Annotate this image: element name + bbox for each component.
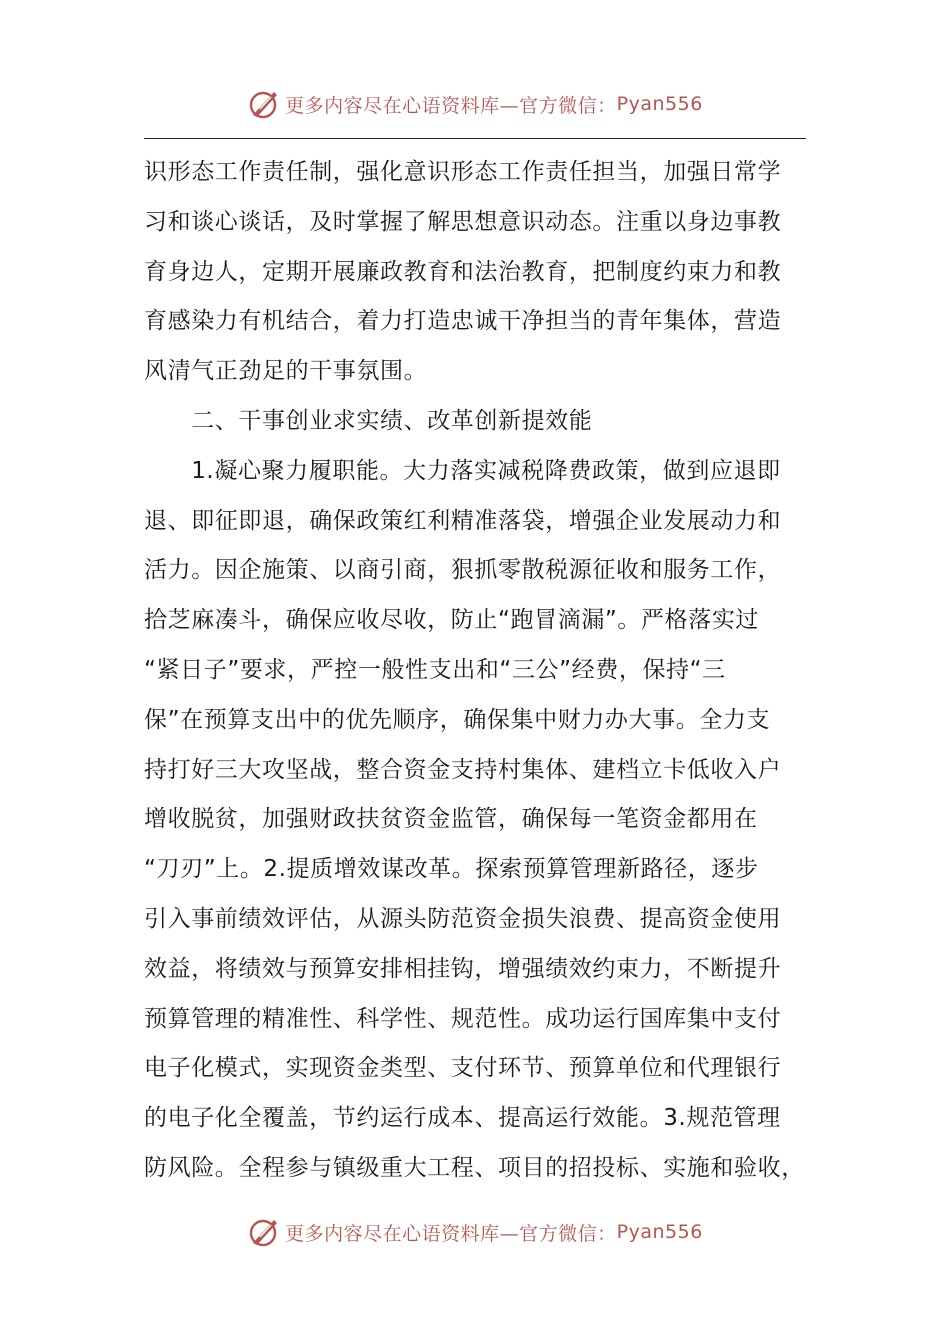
section-heading: 二、干事创业求实绩、改革创新提效能 <box>144 407 593 434</box>
text-line: 习和谈心谈话，及时掌握了解思想意识动态。注重以身边事教 <box>144 208 782 235</box>
text-line: 育感染力有机结合，着力打造忠诚干净担当的青年集体，营造 <box>144 308 782 335</box>
text-line: 育身边人，定期开展廉政教育和法治教育，把制度约束力和教 <box>144 258 782 285</box>
quill-logo-icon <box>247 1215 281 1249</box>
text-line: “紧日子”要求，严控一般性支出和“三公”经费，保持“三 <box>144 656 726 683</box>
text-line: 效益，将绩效与预算安排相挂钩，增强绩效约束力，不断提升 <box>144 955 782 982</box>
text-line: 识形态工作责任制，强化意识形态工作责任担当，加强日常学 <box>144 159 782 185</box>
text-line: 活力。因企施策、以商引商，狠抓零散税源征收和服务工作， <box>144 557 782 584</box>
footer-wechat-id: Pyan556 <box>616 1221 703 1243</box>
text-line: 预算管理的精准性、科学性、规范性。成功运行国库集中支付 <box>144 1005 782 1032</box>
header-divider <box>144 138 806 139</box>
footer-banner-text: 更多内容尽在心语资料库—官方微信： <box>285 1222 617 1245</box>
text-line: 增收脱贫，加强财政扶贫资金监管，确保每一笔资金都用在 <box>144 806 758 833</box>
text-line: 电子化模式，实现资金类型、支付环节、预算单位和代理银行 <box>144 1055 782 1082</box>
text-line: 引入事前绩效评估，从源头防范资金损失浪费、提高资金使用 <box>144 905 782 932</box>
header-wechat-id: Pyan556 <box>616 93 703 115</box>
text-line: 1.凝心聚力履职能。大力落实减税降费政策，做到应退即 <box>144 457 781 484</box>
text-line: 退、即征即退，确保政策红利精准落袋，增强企业发展动力和 <box>144 507 782 534</box>
text-line: “刀刃”上。2.提质增效谋改革。探索预算管理新路径，逐步 <box>144 856 759 883</box>
text-line: 防风险。全程参与镇级重大工程、项目的招投标、实施和验收， <box>144 1154 805 1181</box>
text-line: 保”在预算支出中的优先顺序，确保集中财力办大事。全力支 <box>144 706 771 733</box>
text-line: 持打好三大攻坚战，整合资金支持村集体、建档立卡低收入户 <box>144 756 782 783</box>
document-body <box>144 148 834 1194</box>
quill-logo-icon <box>247 87 281 121</box>
text-line: 的电子化全覆盖，节约运行成本、提高运行效能。3.规范管理 <box>144 1105 781 1132</box>
text-line: 风清气正劲足的干事氛围。 <box>144 358 428 385</box>
footer-banner <box>0 1212 950 1252</box>
header-banner <box>0 84 950 124</box>
text-line: 拾芝麻凑斗，确保应收尽收，防止“跑冒滴漏”。严格落实过 <box>144 607 760 634</box>
header-banner-text: 更多内容尽在心语资料库—官方微信： <box>285 94 617 117</box>
